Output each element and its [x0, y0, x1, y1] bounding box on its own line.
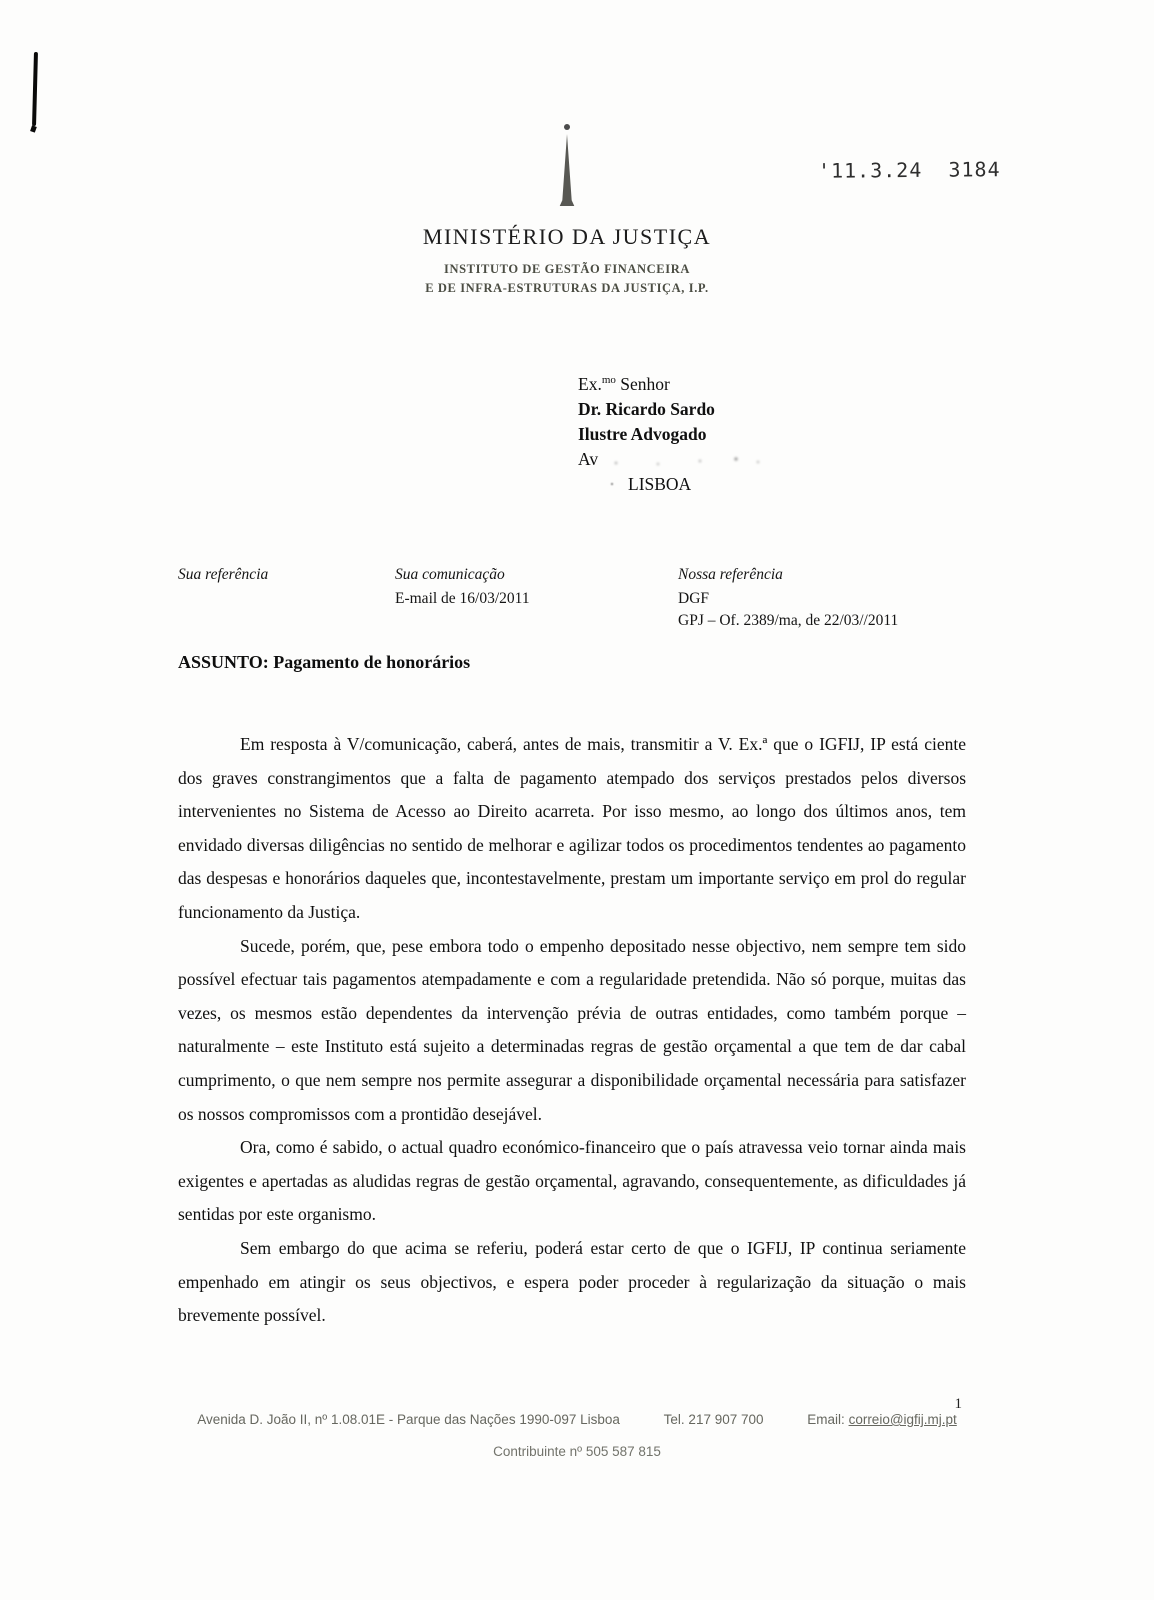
- letter-body: [178, 728, 966, 1333]
- recipient-salutation: [578, 368, 788, 397]
- footer-address: Avenida D. João II, nº 1.08.01E - Parque das Nações 1990-097 Lisboa: [197, 1412, 620, 1427]
- institute-name-line2: E DE INFRA-ESTRUTURAS DA JUSTIÇA, I.P.: [425, 281, 709, 295]
- our-reference-value-1: DGF: [678, 590, 710, 607]
- footer-telephone: Tel. 217 907 700: [663, 1412, 764, 1427]
- logo-dot: [564, 124, 570, 130]
- recipient-title: Ilustre Advogado: [578, 423, 707, 444]
- body-paragraph-4: Sem embargo do que acima se referiu, poderá estar certo de que o IGFIJ, IP continua seriamente empenhado em atingir os seus objectivos, e espera poder proceder à regularização da situação o mais brevemente possível.: [178, 1237, 966, 1326]
- redacted-address-smudge: [608, 455, 788, 466]
- footer-email-group: [807, 1412, 957, 1427]
- logo-obelisk: [554, 134, 580, 206]
- body-paragraph-1: Em resposta à V/comunicação, caberá, antes de mais, transmitir a V. Ex.ª que o IGFIJ, IP está ciente dos graves constrangimentos que a falta de pagamento atempado dos serviços prestados pelos diversos intervenientes no Sistema de Acesso ao Direito acarreta. Por isso mesmo, ao longo dos últimos anos, tem envidado diversas diligências no sentido de melhorar e agilizar todos os procedimentos tendentes ao pagamento das despesas e honorários daqueles que, incontestavelmente, prestam um importante serviço em prol do regular funcionamento da Justiça.: [178, 734, 966, 922]
- ministry-logo-icon: [549, 124, 585, 212]
- footer-contact-line: [0, 1412, 1154, 1427]
- footer-email-label: Email:: [807, 1412, 845, 1427]
- your-communication-label: Sua comunicação: [395, 566, 505, 583]
- recipient-city: LISBOA: [628, 473, 692, 494]
- footer-email-link[interactable]: correio@igfij.mj.pt: [848, 1412, 957, 1427]
- your-reference-column: [178, 566, 268, 588]
- date-stamp: '11.3.24 3184: [817, 157, 1001, 183]
- your-reference-label: Sua referência: [178, 566, 269, 583]
- letterhead: [287, 224, 847, 296]
- footer-taxpayer-line: Contribuinte nº 505 587 815: [493, 1444, 661, 1459]
- institute-name-line1: INSTITUTO DE GESTÃO FINANCEIRA: [444, 262, 690, 276]
- your-communication-value: E-mail de 16/03/2011: [395, 590, 530, 607]
- recipient-city-line: [606, 472, 788, 497]
- scan-artifact-mark: [32, 52, 38, 126]
- salutation-superscript: mo: [601, 374, 616, 386]
- body-paragraph-3: Ora, como é sabido, o actual quadro económico-financeiro que o país atravessa veio tornar ainda mais exigentes e apertadas as aludidas regras de gestão orçamental, agravando, consequentemente, as dificuldades já sentidas por este organismo.: [178, 1137, 966, 1225]
- recipient-block: [578, 368, 788, 497]
- page-number: 1: [954, 1396, 962, 1412]
- salutation-suffix: Senhor: [615, 373, 670, 394]
- salutation-prefix: Ex.: [578, 373, 602, 394]
- our-reference-column: [678, 566, 898, 632]
- body-paragraph-2: Sucede, porém, que, pese embora todo o empenho depositado nesse objectivo, nem sempre tem sido possível efectuar tais pagamentos atempadamente e com a regularidade pretendida. Não só porque, muitas das vezes, os mesmos estão dependentes da intervenção prévia de outras entidades, como também porque – naturalmente – este Instituto está sujeito a determinadas regras de gestão orçamental a que tem de dar cabal cumprimento, o que nem sempre nos permite assegurar a disponibilidade orçamental necessária para satisfazer os nossos compromissos com a prontidão desejável.: [178, 935, 966, 1124]
- your-communication-column: [395, 566, 530, 610]
- ministry-title: MINISTÉRIO DA JUSTIÇA: [422, 224, 712, 249]
- recipient-address-line: [578, 447, 788, 472]
- subject-line: ASSUNTO: Pagamento de honorários: [178, 652, 471, 672]
- our-reference-label: Nossa referência: [678, 566, 783, 583]
- redacted-city-smudge: [606, 481, 622, 491]
- our-reference-value-2: GPJ – Of. 2389/ma, de 22/03//2011: [678, 612, 899, 629]
- recipient-name: Dr. Ricardo Sardo: [578, 398, 715, 419]
- address-prefix: Av: [578, 448, 599, 469]
